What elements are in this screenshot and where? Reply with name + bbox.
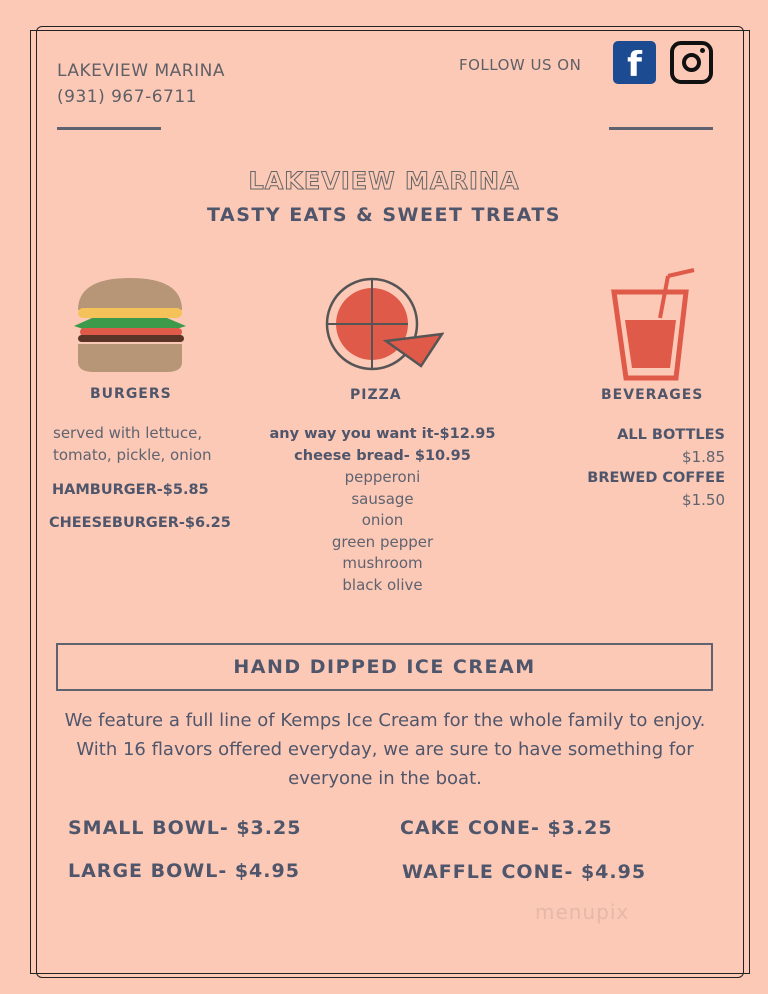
waffle-cone-price: WAFFLE CONE- $4.95 — [402, 861, 647, 883]
beverage-price: $1.50 — [682, 490, 725, 509]
topping: green pepper — [331, 532, 434, 551]
pizza-list — [240, 424, 525, 596]
desc-line: tomato, pickle, onion — [53, 445, 212, 464]
beverage-name: BREWED COFFEE — [587, 470, 725, 486]
topping: mushroom — [342, 554, 423, 572]
topping: black olive — [342, 575, 423, 594]
pizza-item: any way you want it-$12.95 — [269, 426, 496, 442]
icecream-heading: HAND DIPPED ICE CREAM — [56, 643, 713, 691]
beverages-heading: BEVERAGES — [601, 387, 704, 403]
watermark: menupix — [535, 900, 630, 924]
divider-right — [609, 127, 713, 130]
desc-line: everyone in the boat. — [288, 768, 482, 789]
burger-icon — [72, 276, 190, 374]
burgers-heading: BURGERS — [90, 386, 172, 402]
instagram-icon[interactable] — [670, 41, 713, 84]
desc-line: served with lettuce, — [53, 424, 203, 442]
facebook-icon[interactable]: f — [613, 41, 656, 84]
large-bowl-price: LARGE BOWL- $4.95 — [68, 860, 300, 882]
pizza-heading: PIZZA — [350, 387, 402, 403]
follow-label: FOLLOW US ON — [459, 56, 582, 74]
beverage-icon — [610, 268, 700, 382]
pizza-icon — [324, 276, 444, 372]
desc-line: We feature a full line of Kemps Ice Cream for the whole family to enjoy. — [64, 710, 706, 731]
tagline: TASTY EATS & SWEET TREATS — [207, 204, 561, 226]
cake-cone-price: CAKE CONE- $3.25 — [400, 817, 613, 839]
beverage-name: ALL BOTTLES — [617, 427, 725, 443]
hamburger-price: HAMBURGER-$5.85 — [52, 482, 209, 498]
icecream-description — [40, 706, 730, 793]
pizza-item: cheese bread- $10.95 — [294, 447, 471, 464]
topping: onion — [361, 511, 404, 529]
desc-line: With 16 flavors offered everyday, we are sure to have something for — [76, 739, 694, 760]
beverage-price: $1.85 — [682, 447, 725, 466]
topping: sausage — [351, 489, 414, 508]
cheeseburger-price: CHEESEBURGER-$6.25 — [49, 515, 231, 531]
burgers-desc — [53, 423, 212, 466]
beverage-list — [587, 425, 725, 511]
small-bowl-price: SMALL BOWL- $3.25 — [68, 817, 302, 839]
title: LAKEVIEW MARINA — [248, 167, 520, 195]
divider-left — [57, 127, 161, 130]
header-name: LAKEVIEW MARINA — [57, 61, 225, 81]
topping: pepperoni — [344, 468, 421, 486]
header-phone: (931) 967-6711 — [57, 87, 197, 107]
